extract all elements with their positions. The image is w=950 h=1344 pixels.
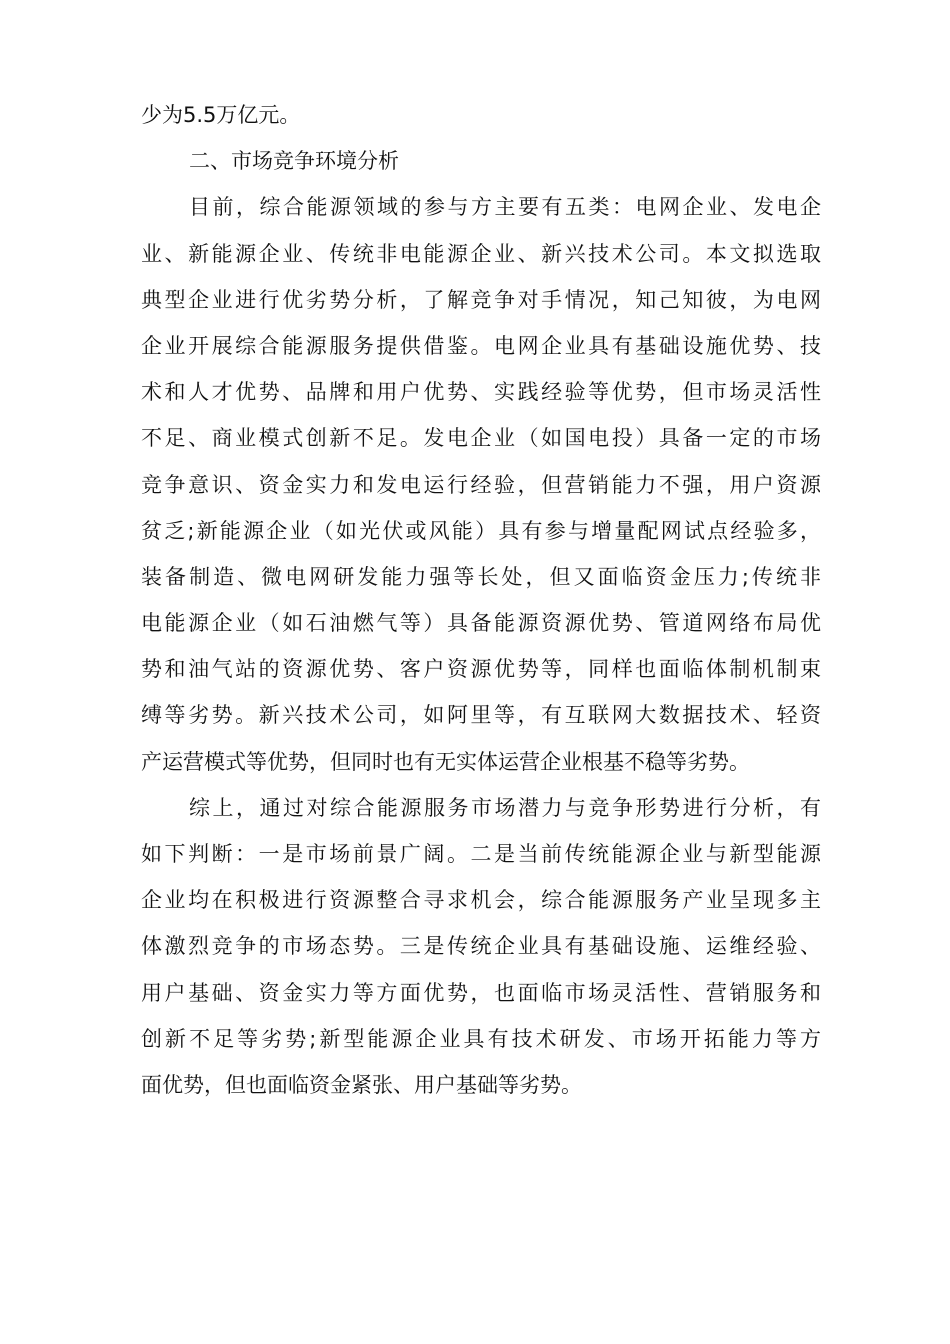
text-line: 用户基础、资金实力等方面优势，也面临市场灵活性、营销服务和 [141,980,821,1005]
text-line: 体激烈竞争的市场态势。三是传统企业具有基础设施、运维经验、 [141,934,821,959]
text-line: 缚等劣势。新兴技术公司，如阿里等，有互联网大数据技术、轻资 [141,703,821,728]
paragraph-summary [141,785,821,1108]
text-line: 装备制造、微电网研发能力强等长处，但又面临资金压力;传统非 [141,564,821,589]
text-line: 术和人才优势、品牌和用户优势、实践经验等优势，但市场灵活性 [141,380,821,405]
section-heading [141,138,821,184]
text-line: 产运营模式等优势，但同时也有无实体运营企业根基不稳等劣势。 [141,749,750,774]
document-body [141,92,821,1108]
text-line: 面优势，但也面临资金紧张、用户基础等劣势。 [141,1072,582,1097]
text-line: 企业均在积极进行资源整合寻求机会，综合能源服务产业呈现多主 [141,888,821,913]
text-line: 企业开展综合能源服务提供借鉴。电网企业具有基础设施优势、技 [141,333,821,358]
text-line: 势和油气站的资源优势、客户资源优势等，同样也面临体制机制束 [141,657,821,682]
text-line: 少为5.5万亿元。 [141,103,301,127]
text-line: 如下判断：一是市场前景广阔。二是当前传统能源企业与新型能源 [141,842,821,866]
text-line: 目前，综合能源领域的参与方主要有五类：电网企业、发电企 [189,195,821,220]
heading-text: 二、市场竞争环境分析 [189,149,399,174]
text-line: 竞争意识、资金实力和发电运行经验，但营销能力不强，用户资源 [141,472,821,497]
text-line: 综上，通过对综合能源服务市场潜力与竞争形势进行分析，有 [189,795,821,820]
text-line: 不足、商业模式创新不足。发电企业（如国电投）具备一定的市场 [141,426,821,451]
text-line: 贫乏;新能源企业（如光伏或风能）具有参与增量配网试点经验多， [141,518,821,543]
text-line: 业、新能源企业、传统非电能源企业、新兴技术公司。本文拟选取 [141,241,821,266]
paragraph-competition-analysis [141,184,821,784]
text-line: 创新不足等劣势;新型能源企业具有技术研发、市场开拓能力等方 [141,1026,821,1051]
text-line: 电能源企业（如石油燃气等）具备能源资源优势、管道网络布局优 [141,611,821,636]
text-line: 典型企业进行优劣势分析，了解竞争对手情况，知己知彼，为电网 [141,287,821,312]
paragraph-continuation [141,92,821,138]
